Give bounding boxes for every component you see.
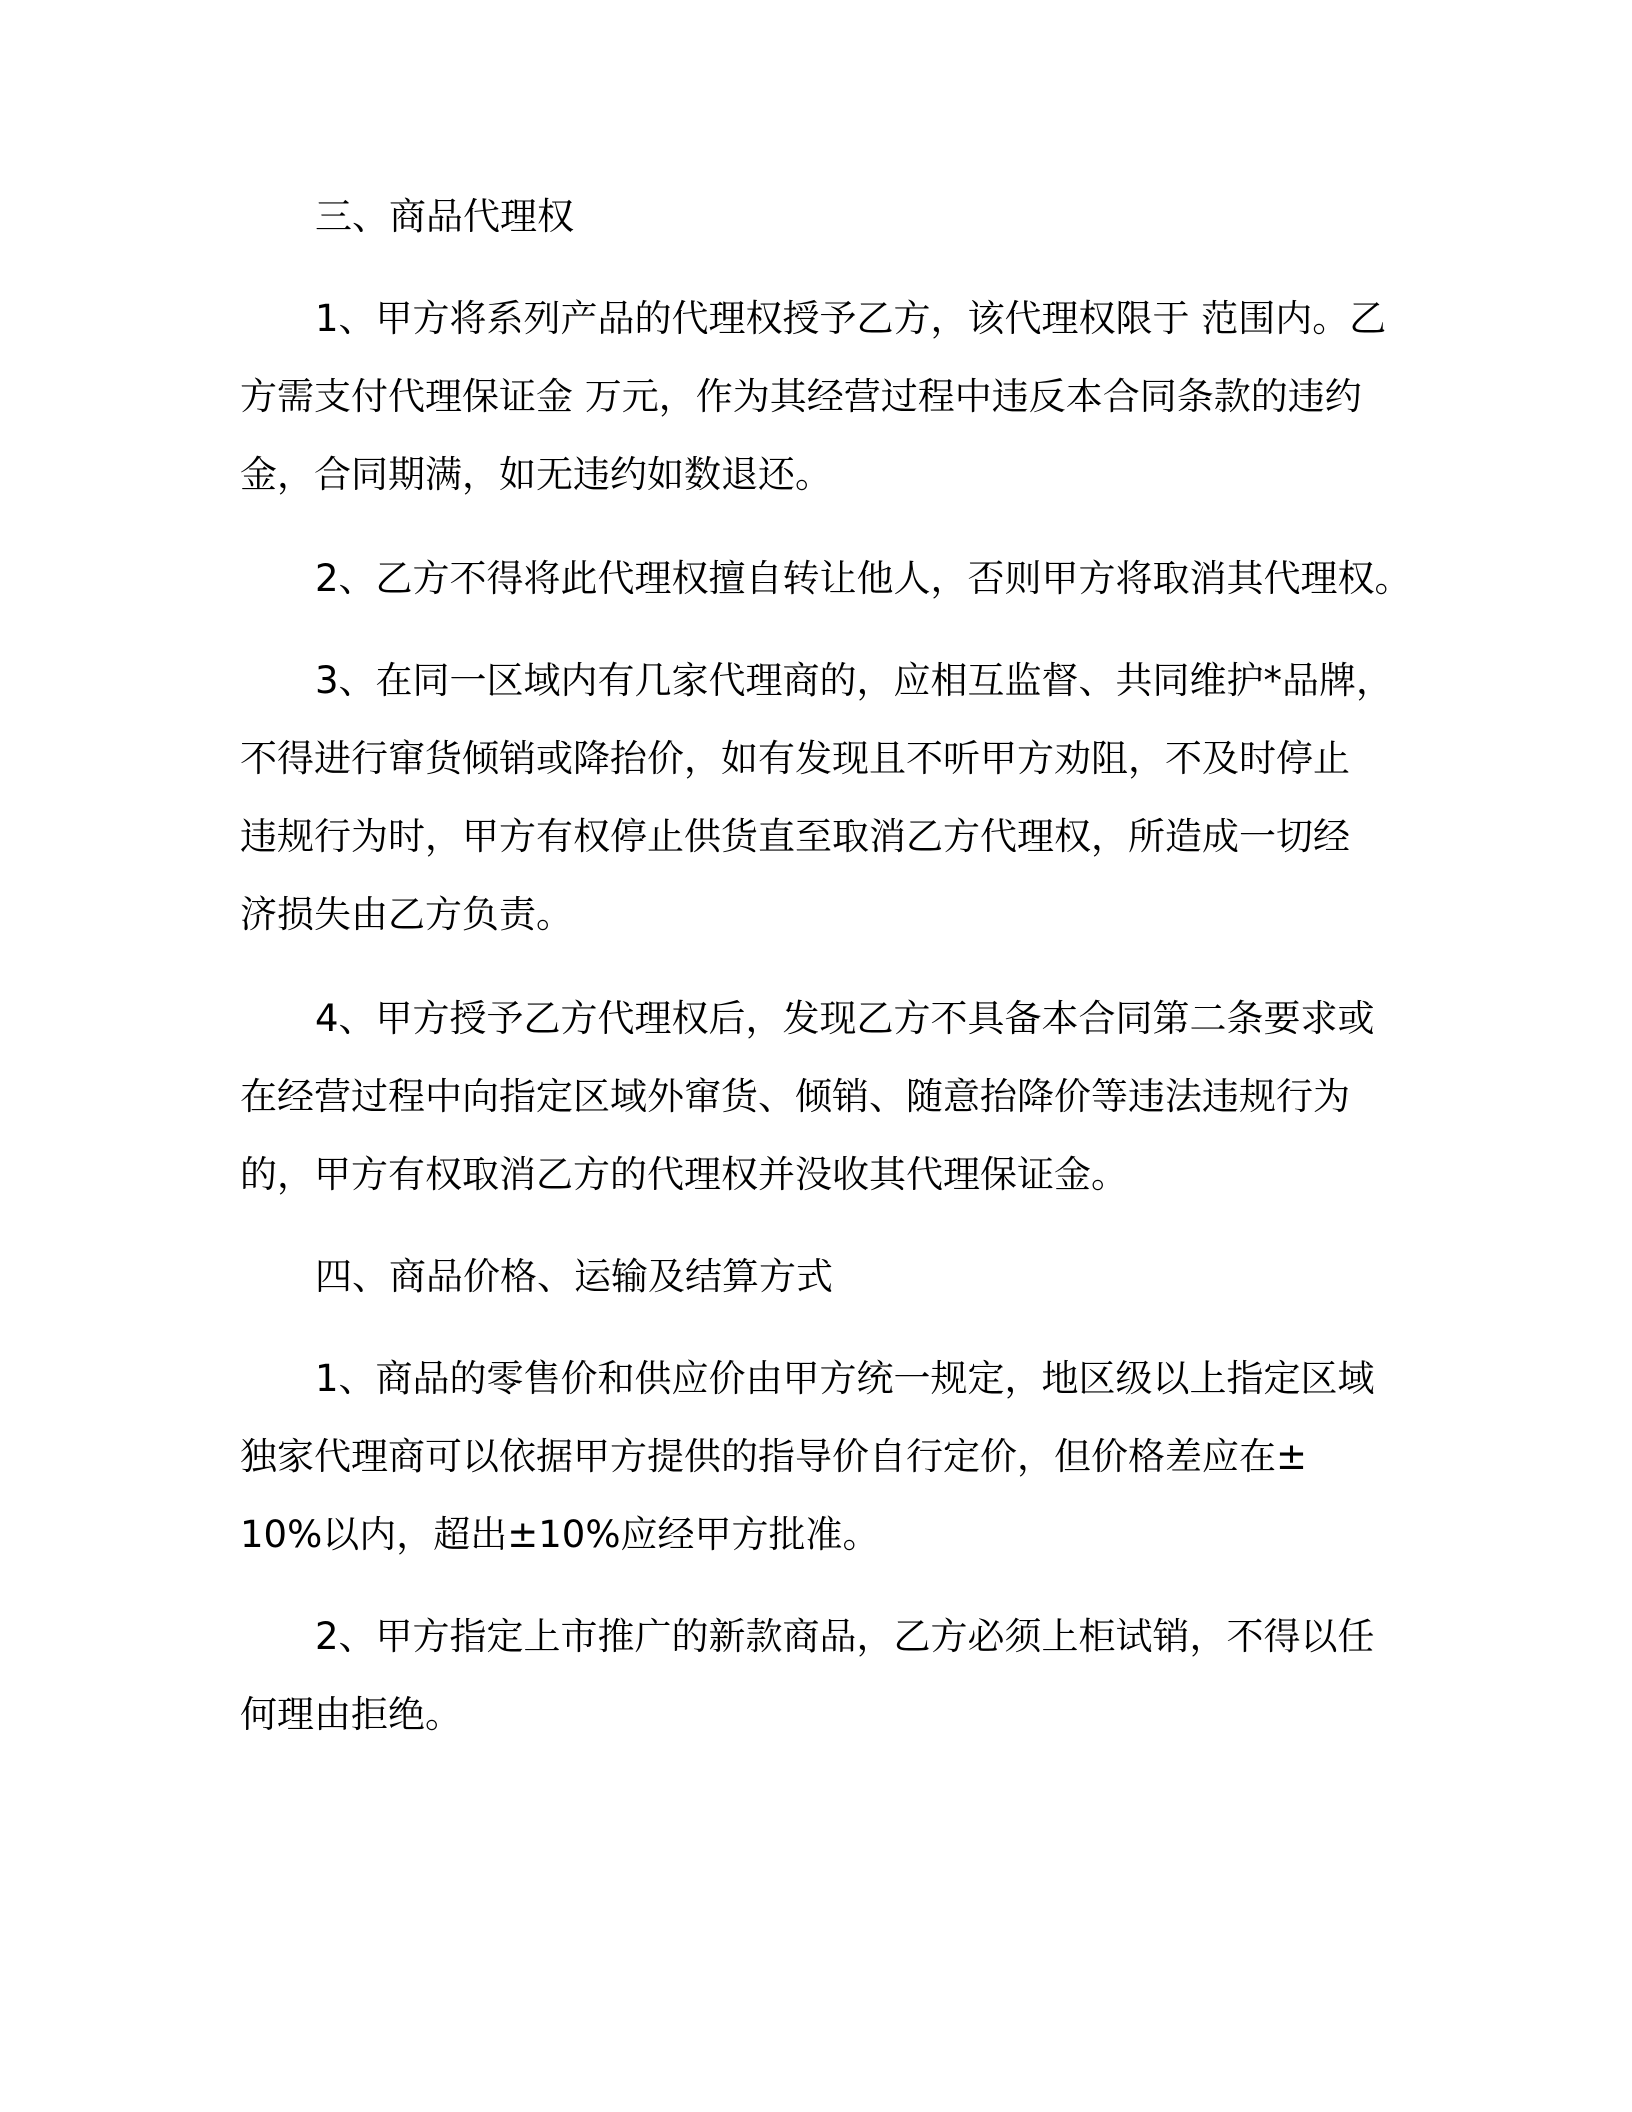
section-three-item2-line1: 2、乙方不得将此代理权擅自转让他人，否则甲方将取消其代理权。 [315,557,1412,600]
section-three-item3-line1: 3、在同一区域内有几家代理商的，应相互监督、共同维护*品牌， [315,659,1394,702]
section-four-item2-line2: 何理由拒绝。 [240,1693,462,1736]
section-four-item1-line3: 10%以内，超出±10%应经甲方批准。 [240,1513,880,1556]
section-four-item1-line2: 独家代理商可以依据甲方提供的指导价自行定价，但价格差应在± [240,1435,1308,1478]
section-three-item3-line2: 不得进行窜货倾销或降抬价，如有发现且不听甲方劝阻，不及时停止 [240,737,1350,780]
section-three-item4-line3: 的，甲方有权取消乙方的代理权并没收其代理保证金。 [240,1153,1128,1196]
section-three-item4-line1: 4、甲方授予乙方代理权后，发现乙方不具备本合同第二条要求或 [315,997,1375,1040]
section-three-heading: 三、商品代理权 [315,195,574,238]
section-three-item3-line3: 违规行为时，甲方有权停止供货直至取消乙方代理权，所造成一切经 [240,815,1350,858]
section-three-item1-line1: 1、甲方将系列产品的代理权授予乙方，该代理权限于 范围内。乙 [315,297,1387,340]
section-three-item3-line4: 济损失由乙方负责。 [240,893,573,936]
section-three-item4-line2: 在经营过程中向指定区域外窜货、倾销、随意抬降价等违法违规行为 [240,1075,1350,1118]
section-three-item1-line2: 方需支付代理保证金 万元，作为其经营过程中违反本合同条款的违约 [240,375,1362,418]
section-three-item1-line3: 金，合同期满，如无违约如数退还。 [240,453,832,496]
section-four-item2-line1: 2、甲方指定上市推广的新款商品，乙方必须上柜试销，不得以任 [315,1615,1375,1658]
section-four-item1-line1: 1、商品的零售价和供应价由甲方统一规定，地区级以上指定区域 [315,1357,1375,1400]
section-four-heading: 四、商品价格、运输及结算方式 [315,1255,833,1298]
